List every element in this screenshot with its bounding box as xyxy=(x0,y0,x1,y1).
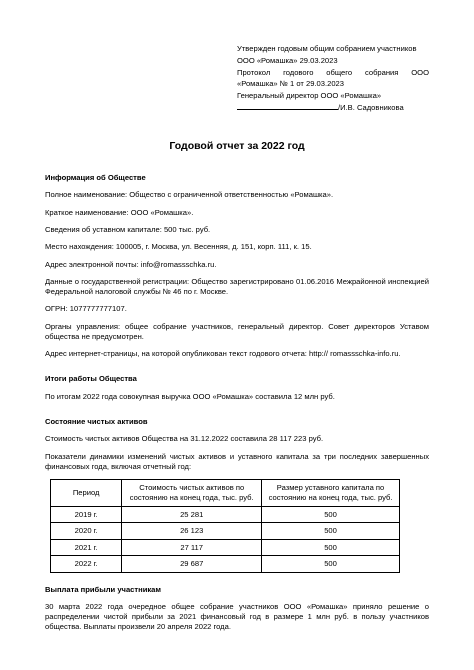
results-text: По итогам 2022 года совокупная выручка ООО «Ромашка» составила 12 млн руб. xyxy=(45,391,335,401)
approval-block xyxy=(237,43,429,114)
net-assets-dynamics: Показатели динамики изменений чистых активов и уставного капитала за три последних завершенных финансовых года, включая отчетный год: xyxy=(45,451,429,471)
document-body xyxy=(45,173,429,639)
table-row xyxy=(51,556,400,573)
approval-line-3: Протокол годового общего собрания ООО xyxy=(237,67,429,77)
info-location: Место нахождения: 100005, г. Москва, ул. Весенняя, д. 151, корп. 111, к. 15. xyxy=(45,242,312,252)
info-capital: Сведения об уставном капитале: 500 тыс. руб. xyxy=(45,225,211,235)
signature-name: /И.В. Садовникова xyxy=(338,102,404,112)
results-heading: Итоги работы Общества xyxy=(45,374,137,384)
table-row xyxy=(51,539,400,556)
table-cell-period: 2022 г. xyxy=(51,556,122,573)
table-row xyxy=(51,523,400,540)
table-header-capital: Размер уставного капитала по состоянию на конец года, тыс. руб. xyxy=(262,479,400,506)
table-header-net-assets: Стоимость чистых активов по состоянию на конец года, тыс. руб. xyxy=(122,479,262,506)
approval-line-2: ООО «Ромашка» 29.03.2023 xyxy=(237,55,338,65)
net-assets-value: Стоимость чистых активов Общества на 31.12.2022 составила 28 117 223 руб. xyxy=(45,434,324,444)
signature-blank xyxy=(237,102,338,110)
table-header-period: Период xyxy=(51,479,122,506)
table-cell-capital: 500 xyxy=(262,539,400,556)
table-row xyxy=(51,506,400,523)
approval-line-5: Генеральный директор ООО «Ромашка» xyxy=(237,91,382,101)
table-cell-net-assets: 29 687 xyxy=(122,556,262,573)
profit-heading: Выплата прибыли участникам xyxy=(45,584,162,594)
table-cell-capital: 500 xyxy=(262,506,400,523)
info-website: Адрес интернет-страницы, на которой опубликован текст годового отчета: http:// romassschka-info.ru. xyxy=(45,348,401,358)
info-full-name: Полное наименование: Общество с ограниченной ответственностью «Ромашка». xyxy=(45,190,334,200)
info-ogrn: ОГРН: 1077777777107. xyxy=(45,304,127,314)
info-registration: Данные о государственной регистрации: Общество зарегистрировано 01.06.2016 Межрайонной инспекцией Федеральной налоговой службы № 46 по г. Москве. xyxy=(45,277,429,297)
info-short-name: Краткое наименование: ООО «Ромашка». xyxy=(45,207,194,217)
net-assets-table xyxy=(50,479,400,573)
table-cell-period: 2020 г. xyxy=(51,523,122,540)
table-cell-capital: 500 xyxy=(262,523,400,540)
table-cell-period: 2019 г. xyxy=(51,506,122,523)
profit-text: 30 марта 2022 года очередное общее собрание участников ООО «Ромашка» приняло решение о распределении чистой прибыли за 2021 финансовый год в размере 1 млн руб. в пользу участников общества. Выплаты произвели 20 апреля 2022 года. xyxy=(45,602,429,632)
table-header-row xyxy=(51,479,400,506)
approval-line-4: «Ромашка» № 1 от 29.03.2023 xyxy=(237,79,344,89)
info-heading: Информация об Обществе xyxy=(45,173,146,182)
table-cell-capital: 500 xyxy=(262,556,400,573)
signature-line xyxy=(237,102,429,114)
approval-line-1: Утвержден годовым общим собранием участников xyxy=(237,44,417,53)
document-title: Годовой отчет за 2022 год xyxy=(169,140,305,152)
table-cell-net-assets: 26 123 xyxy=(122,523,262,540)
info-email: Адрес электронной почты: info@romassschka.ru. xyxy=(45,259,217,269)
info-management: Органы управления: общее собрание участников, генеральный директор. Совет директоров Уставом общества не предусмотрен. xyxy=(45,321,429,341)
net-assets-heading: Состояние чистых активов xyxy=(45,417,148,427)
table-cell-net-assets: 25 281 xyxy=(122,506,262,523)
table-cell-period: 2021 г. xyxy=(51,539,122,556)
table-cell-net-assets: 27 117 xyxy=(122,539,262,556)
